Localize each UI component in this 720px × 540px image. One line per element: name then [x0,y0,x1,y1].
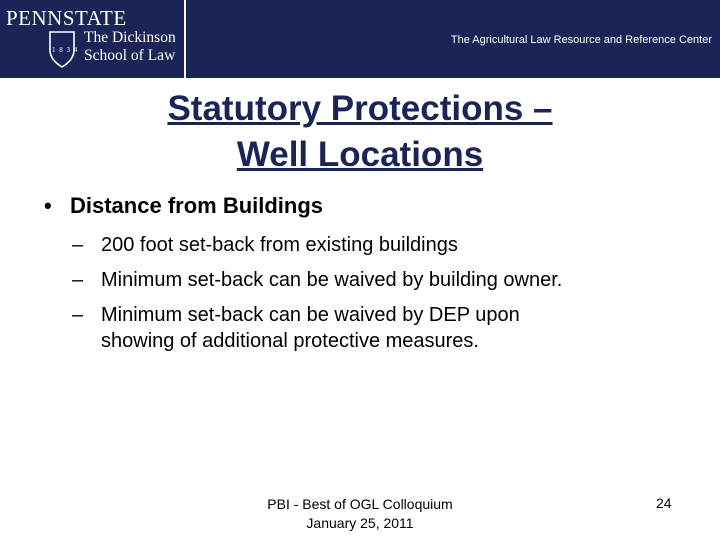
dash-marker: – [72,269,84,291]
sub-bullet-item [72,302,692,354]
sub-bullet-text: 200 foot set-back from existing buildings [101,234,458,256]
sub-bullet-list [72,232,692,363]
logo-school-line2: School of Law [84,47,176,64]
footer-event-date: January 25, 2011 [306,515,414,531]
main-bullet [44,193,323,219]
sub-bullet-text: Minimum set-back can be waived by DEP upon [101,304,520,326]
slide-number: 24 [656,495,672,511]
header-band [0,0,720,78]
sub-bullet-item [72,232,692,258]
bullet-dot: • [44,193,52,218]
sub-bullet-text-continued: showing of additional protective measures. [101,330,479,352]
logo-year: 1 8 3 4 [52,46,79,54]
dash-marker: – [72,304,84,326]
logo-school-line1: The Dickinson [84,29,176,46]
sub-bullet-item [72,267,692,293]
center-name: The Agricultural Law Resource and Reference Center [450,34,712,46]
slide-title [0,86,720,178]
slide-title-line2: Well Locations [236,135,484,174]
dash-marker: – [72,234,84,256]
logo-pennstate-text: PENNSTATE [6,6,127,30]
sub-bullet-text: Minimum set-back can be waived by building owner. [101,269,563,291]
footer-event-name: PBI - Best of OGL Colloquium [267,496,453,512]
slide-title-line1: Statutory Protections – [167,89,553,128]
header-divider [184,0,186,78]
footer-event [210,495,510,533]
pennstate-dickinson-logo [0,0,184,78]
main-bullet-text: Distance from Buildings [70,193,324,218]
